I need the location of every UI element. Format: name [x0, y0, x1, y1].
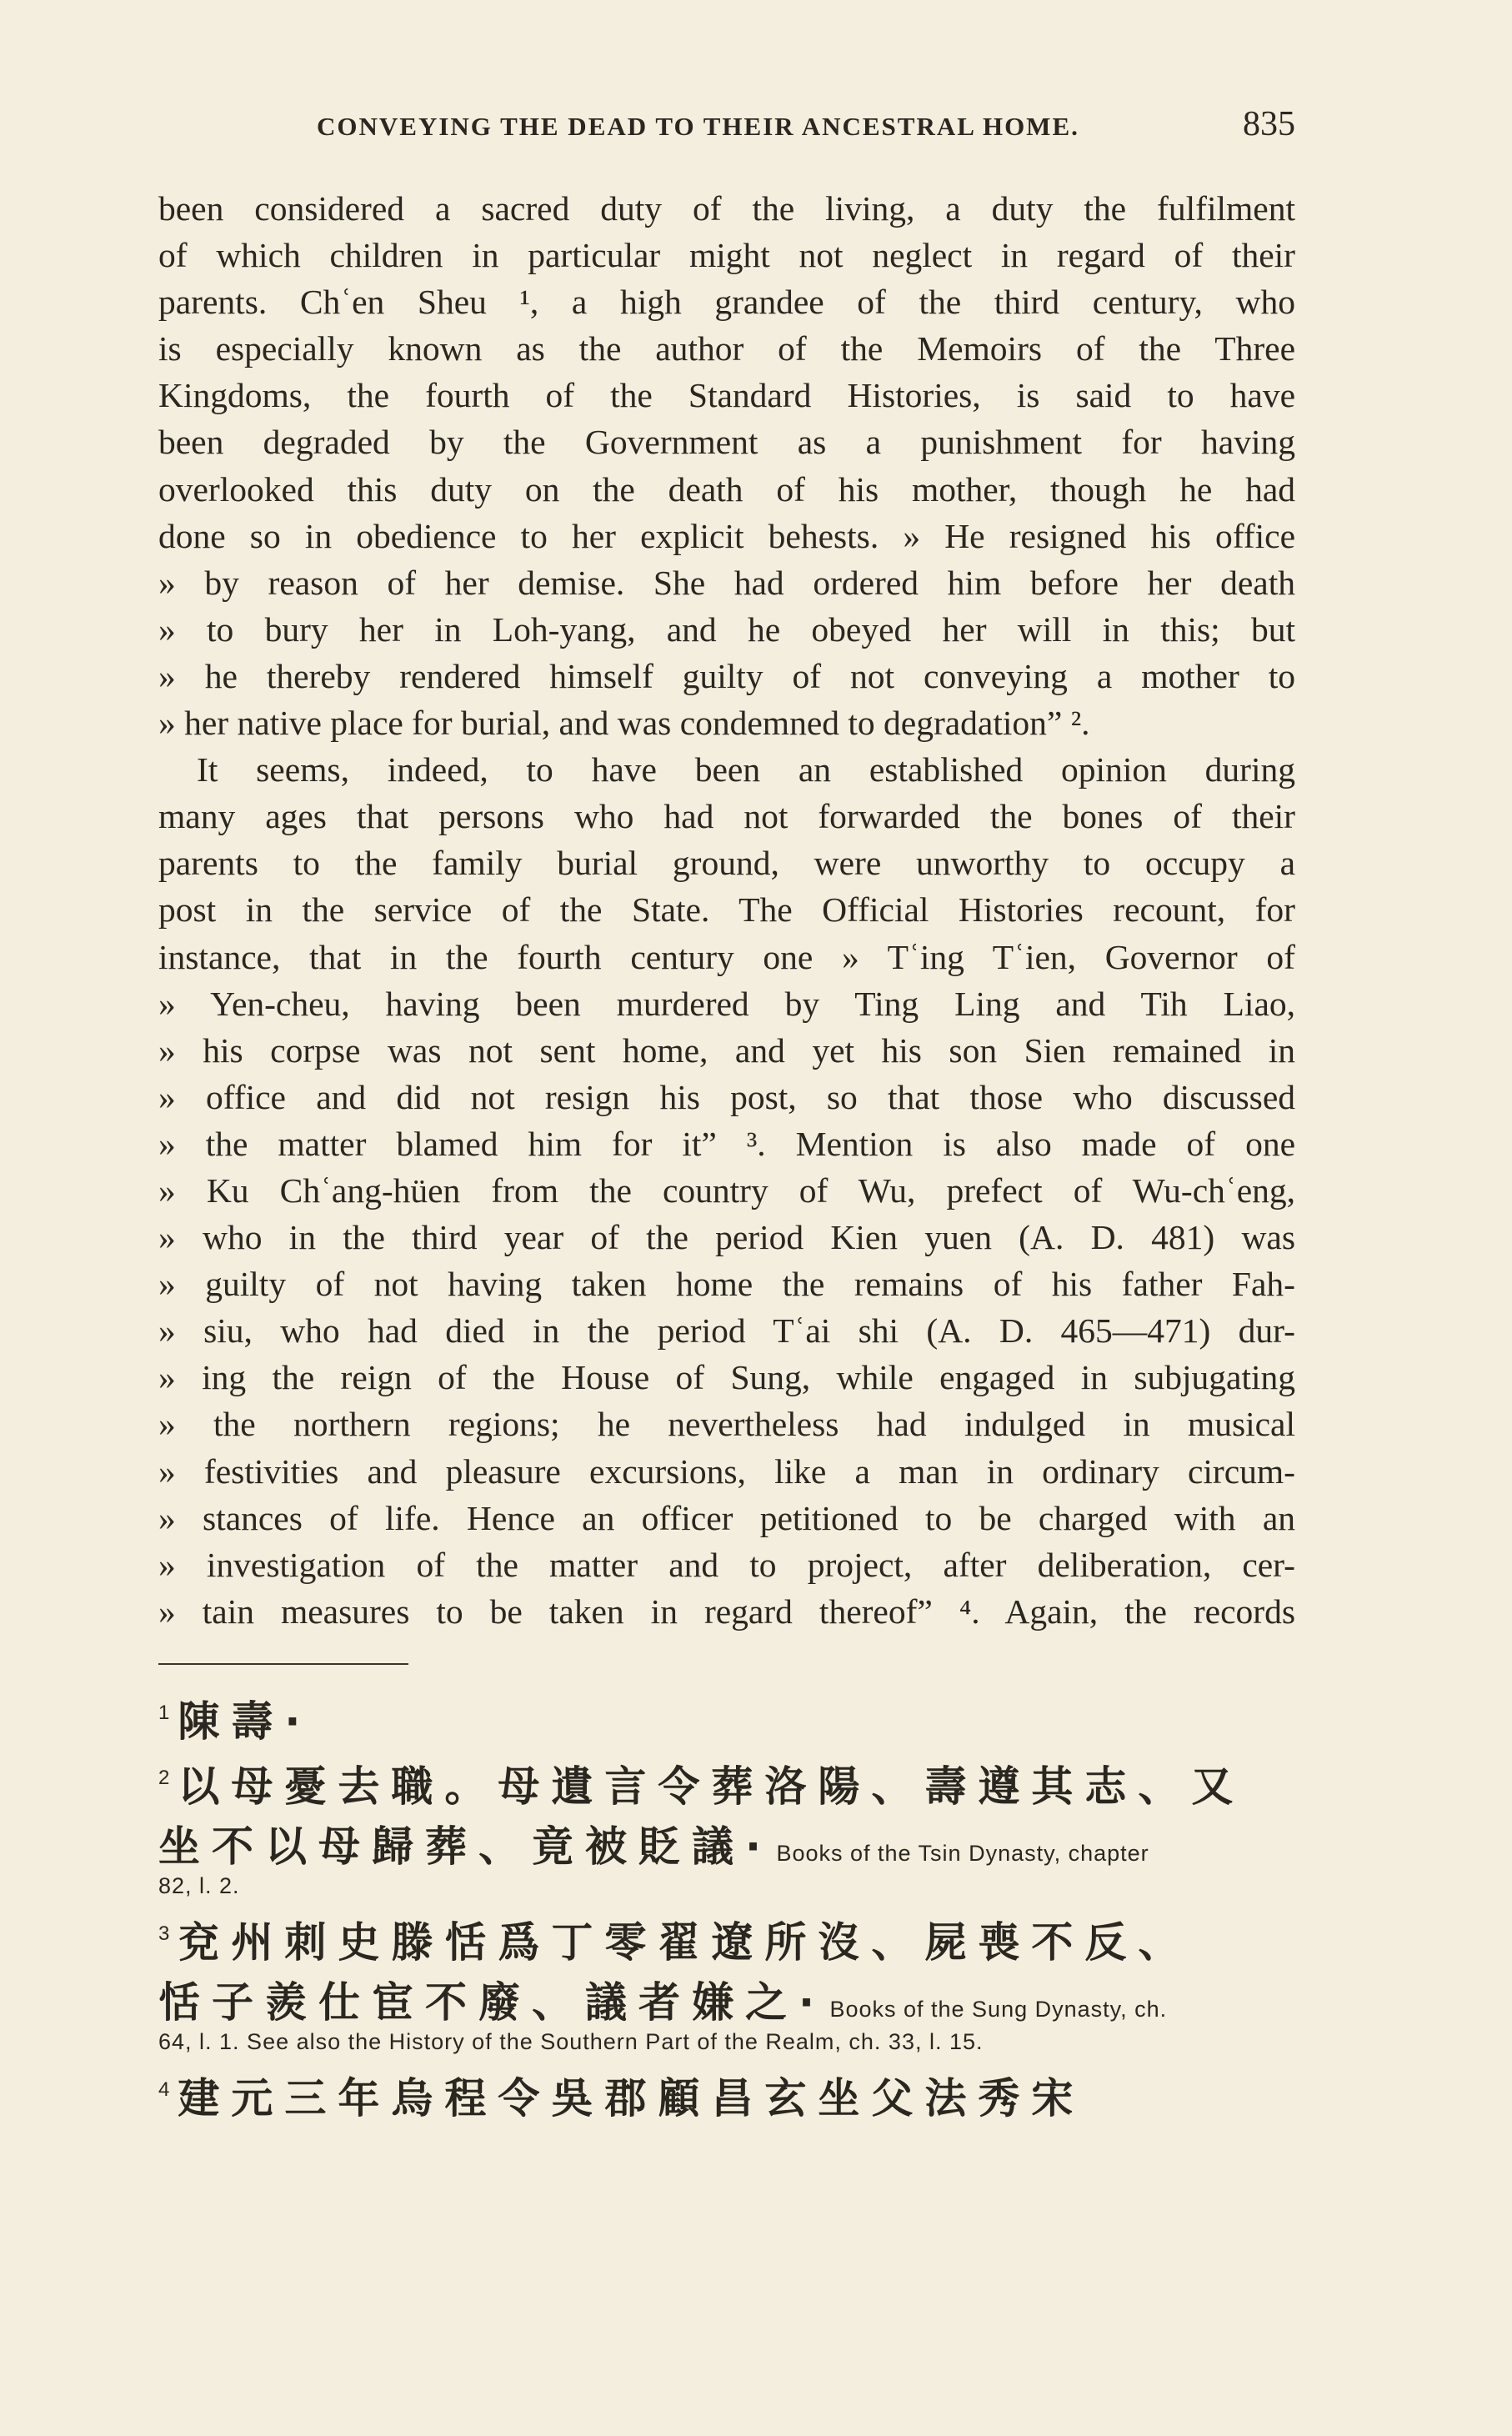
footnote-reference: Books of the Sung Dynasty, ch.	[829, 1997, 1168, 2022]
footnote-number: 4	[158, 2078, 170, 2101]
text-line: » Yen-cheu, having been murdered by Ting Ling and Tih Liao,	[158, 984, 1295, 1023]
footnote-3	[158, 1909, 1295, 1969]
footnote-chinese: 建元三年烏程令吳郡顧昌玄坐父法秀宋	[178, 2074, 1085, 2123]
footnote-reference: Books of the Tsin Dynasty, chapter	[776, 1841, 1149, 1866]
text-line: » to bury her in Loh-yang, and he obeyed her will in this; but	[158, 609, 1295, 649]
footnote-rule	[158, 1663, 408, 1665]
text-line: » Ku Chʿang-hüen from the country of Wu, prefect of Wu-chʿeng,	[158, 1170, 1295, 1210]
footnote-chinese: 坐不以母歸葬、竟被貶議·	[158, 1822, 773, 1871]
footnote-chinese: 陳壽·	[178, 1697, 313, 1746]
text-line: » the matter blamed him for it” ³. Mention is also made of one	[158, 1124, 1295, 1163]
footnote-chinese: 以母憂去職。母遺言令葬洛陽、壽遵其志、又	[178, 1762, 1245, 1811]
text-line: parents to the family burial ground, were unworthy to occupy a	[158, 844, 1295, 883]
footnote-4	[158, 2065, 1295, 2125]
text-line: » office and did not resign his post, so that those who discussed	[158, 1077, 1295, 1116]
text-line: » ing the reign of the House of Sung, while engaged in subjugating	[158, 1358, 1295, 1397]
text-line: » tain measures to be taken in regard thereof” ⁴. Again, the records	[158, 1591, 1295, 1631]
footnote-chinese: 兗州刺史滕恬爲丁零翟遼所沒、屍喪不反、	[178, 1918, 1192, 1967]
footnote-reference: 82, l. 2.	[158, 1873, 240, 1898]
text-line: » by reason of her demise. She had ordered him before her death	[158, 563, 1295, 602]
footnote-number: 3	[158, 1922, 170, 1945]
footnote-chinese: 恬子羨仕宦不廢、議者嫌之·	[158, 1978, 826, 2027]
text-line: » stances of life. Hence an officer petitioned to be charged with an	[158, 1498, 1295, 1537]
page-number: 835	[1243, 105, 1295, 143]
text-line: It seems, indeed, to have been an established opinion during	[197, 750, 1295, 789]
text-line: » her native place for burial, and was condemned to degradation” ².	[158, 704, 1090, 743]
text-line: been considered a sacred duty of the living, a duty the fulfilment	[158, 189, 1295, 228]
footnotes	[158, 1688, 1295, 2125]
text-line: many ages that persons who had not forwarded the bones of their	[158, 797, 1295, 836]
text-line: » the northern regions; he nevertheless had indulged in musical	[158, 1405, 1295, 1444]
text-line: » investigation of the matter and to project, after deliberation, cer-	[158, 1545, 1295, 1584]
footnote-reference: 64, l. 1. See also the History of the Southern Part of the Realm, ch. 33, l. 15.	[158, 2029, 984, 2054]
text-line: been degraded by the Government as a punishment for having	[158, 423, 1295, 462]
text-line: of which children in particular might not neglect in regard of their	[158, 236, 1295, 275]
text-line: parents. Chʿen Sheu ¹, a high grandee of the third century, who	[158, 283, 1295, 322]
text-line: done so in obedience to her explicit behests. » He resigned his office	[158, 516, 1295, 555]
text-line: » his corpse was not sent home, and yet his son Sien remained in	[158, 1030, 1295, 1070]
text-line: » festivities and pleasure excursions, like a man in ordinary circum-	[158, 1451, 1295, 1491]
text-line: post in the service of the State. The Official Histories recount, for	[158, 890, 1295, 930]
text-line: » siu, who had died in the period Tʿai shi (A. D. 465—471) dur-	[158, 1311, 1295, 1351]
text-line: is especially known as the author of the Memoirs of the Three	[158, 329, 1295, 368]
footnote-1	[158, 1688, 1295, 1748]
page-header	[158, 104, 1295, 144]
body-text	[158, 185, 1295, 1635]
footnote-number: 1	[158, 1702, 170, 1724]
text-line: » guilty of not having taken home the remains of his father Fah-	[158, 1265, 1295, 1304]
text-line: instance, that in the fourth century one » Tʿing Tʿien, Governor of	[158, 937, 1295, 976]
text-line: Kingdoms, the fourth of the Standard Histories, is said to have	[158, 376, 1295, 415]
text-line: » who in the third year of the period Kien yuen (A. D. 481) was	[158, 1218, 1295, 1257]
running-title: CONVEYING THE DEAD TO THEIR ANCESTRAL HOME.	[317, 112, 1079, 141]
text-line: overlooked this duty on the death of his mother, though he had	[158, 469, 1295, 509]
footnote-2	[158, 1753, 1295, 1813]
footnote-number: 2	[158, 1767, 170, 1789]
text-line: » he thereby rendered himself guilty of not conveying a mother to	[158, 656, 1295, 695]
